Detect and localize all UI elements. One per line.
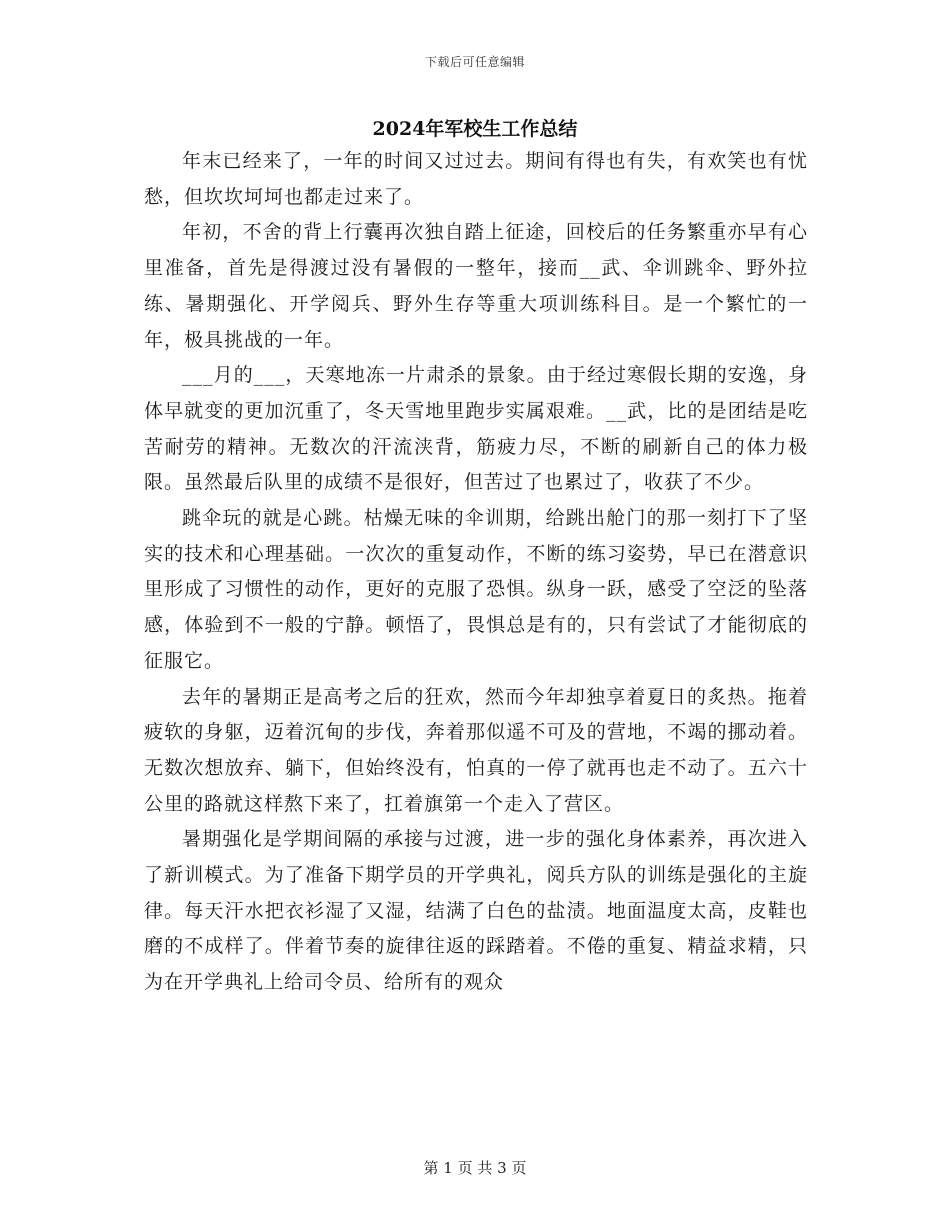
paragraph-1: 年末已经来了，一年的时间又过过去。期间有得也有失，有欢笑也有忧愁，但坎坎坷坷也都走过来了。 bbox=[144, 150, 808, 208]
header-note: 下载后可任意编辑 bbox=[424, 55, 525, 69]
paragraph-5: 去年的暑期正是高考之后的狂欢，然而今年却独享着夏日的炙热。拖着疲软的身躯，迈着沉甸的步伐，奔着那似遥不可及的营地，不竭的挪动着。无数次想放弃、躺下，但始终没有，怕真的一停了就再也走不动了。五六十公里的路就这样熬下来了，扛着旗第一个走入了营区。 bbox=[144, 685, 808, 815]
paragraph-3: ___月的___，天寒地冻一片肃杀的景象。由于经过寒假长期的安逸，身体早就变的更加沉重了，冬天雪地里跑步实属艰难。__武，比的是团结是吃苦耐劳的精神。无数次的汗流浃背，筋疲力尽，不断的刷新自己的体力极限。虽然最后队里的成绩不是很好，但苦过了也累过了，收获了不少。 bbox=[144, 364, 808, 494]
paragraph-4: 跳伞玩的就是心跳。枯燥无味的伞训期，给跳出舱门的那一刻打下了坚实的技术和心理基础。一次次的重复动作，不断的练习姿势，早已在潜意识里形成了习惯性的动作，更好的克服了恐惧。纵身一跃，感受了空泛的坠落感，体验到不一般的宁静。顿悟了，畏惧总是有的，只有尝试了才能彻底的征服它。 bbox=[144, 507, 808, 672]
document-title: 2024年军校生工作总结 bbox=[372, 118, 578, 140]
document-body bbox=[144, 144, 808, 1001]
paragraph-2: 年初，不舍的背上行囊再次独自踏上征途，回校后的任务繁重亦早有心里准备，首先是得渡过没有暑假的一整年，接而__武、伞训跳伞、野外拉练、暑期强化、开学阅兵、野外生存等重大项训练科目。是一个繁忙的一年，极具挑战的一年。 bbox=[144, 221, 808, 351]
page-number: 第 1 页 共 3 页 bbox=[423, 1159, 527, 1177]
paragraph-6: 暑期强化是学期间隔的承接与过渡，进一步的强化身体素养，再次进入了新训模式。为了准备下期学员的开学典礼，阅兵方队的训练是强化的主旋律。每天汗水把衣衫湿了又湿，结满了白色的盐渍。地面温度太高，皮鞋也磨的不成样了。伴着节奏的旋律往返的踩踏着。不倦的重复、精益求精，只为在开学典礼上给司令员、给所有的观众 bbox=[144, 828, 808, 994]
